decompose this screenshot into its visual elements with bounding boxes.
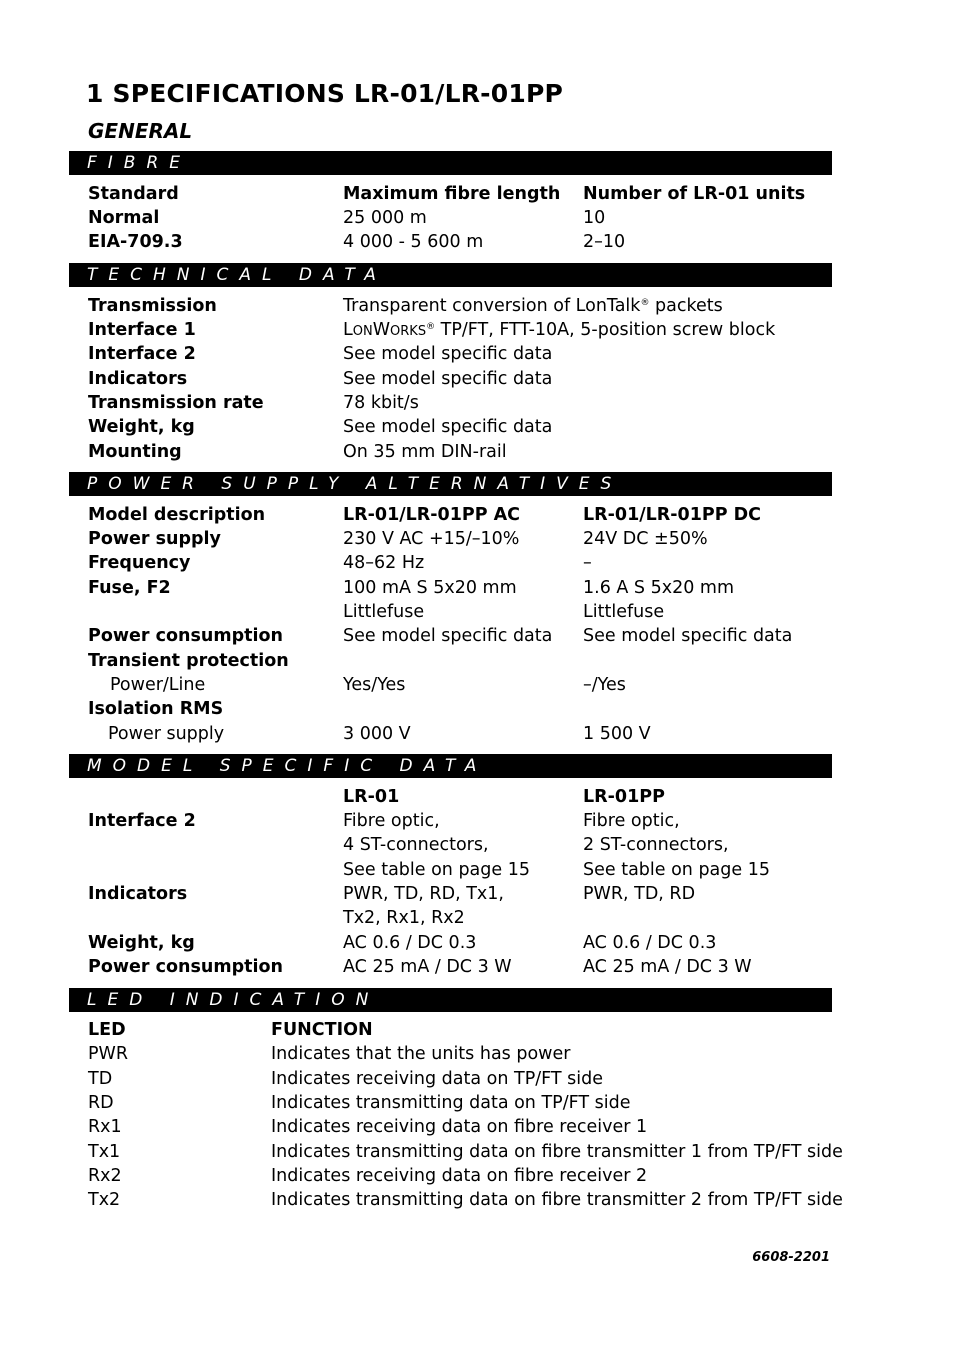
table-row <box>0 600 954 624</box>
lr01-value: Tx2, Rx1, Rx2 <box>343 908 465 928</box>
led-column-headers <box>0 1018 954 1042</box>
spec-value: See model specific data <box>343 417 553 437</box>
spec-value: On 35 mm DIN-rail <box>343 442 507 462</box>
fibre-header-standard: Standard <box>88 184 179 204</box>
table-row <box>0 624 954 648</box>
table-row <box>0 649 954 673</box>
spec-label: Mounting <box>88 442 182 462</box>
table-row <box>0 391 954 415</box>
led-function: Indicates transmitting data on TP/FT side <box>271 1093 631 1113</box>
spec-value: LONWORKS® TP/FT, FTT-10A, 5-position screw block <box>343 320 776 340</box>
fibre-units: 2–10 <box>583 232 626 252</box>
fibre-section-header: FIBRE <box>69 151 832 175</box>
led-function: Indicates receiving data on fibre receiver 1 <box>271 1117 648 1137</box>
table-row <box>0 1042 954 1066</box>
table-row <box>0 1140 954 1164</box>
table-row <box>0 833 954 857</box>
lr01-value: Fibre optic, <box>343 811 440 831</box>
led-name: TD <box>88 1069 113 1089</box>
lr01pp-value: Fibre optic, <box>583 811 680 831</box>
table-row <box>0 1188 954 1212</box>
dc-value: See model specific data <box>583 626 793 646</box>
dc-value: 24V DC ±50% <box>583 529 708 549</box>
table-row <box>0 527 954 551</box>
dc-value: Littlefuse <box>583 602 665 622</box>
dc-value: –/Yes <box>583 675 626 695</box>
led-section-header: LED INDICATION <box>69 988 832 1012</box>
spec-label: Frequency <box>88 553 191 573</box>
fibre-length: 25 000 m <box>343 208 427 228</box>
spec-sublabel: Power supply <box>108 724 225 744</box>
led-function: Indicates receiving data on TP/FT side <box>271 1069 604 1089</box>
spec-label: Transmission rate <box>88 393 264 413</box>
ac-value: 48–62 Hz <box>343 553 425 573</box>
fibre-column-headers <box>0 182 954 206</box>
spec-label: Transmission <box>88 296 217 316</box>
lr01pp-value: AC 0.6 / DC 0.3 <box>583 933 717 953</box>
table-row <box>0 367 954 391</box>
table-row <box>0 415 954 439</box>
fibre-header-units: Number of LR-01 units <box>583 184 806 204</box>
table-row <box>0 1164 954 1188</box>
led-name: RD <box>88 1093 114 1113</box>
lr01pp-value: See table on page 15 <box>583 860 770 880</box>
spec-value: See model specific data <box>343 344 553 364</box>
table-row <box>0 809 954 833</box>
table-row <box>0 576 954 600</box>
fibre-units: 10 <box>583 208 606 228</box>
ac-value: Yes/Yes <box>343 675 406 695</box>
fibre-standard: EIA-709.3 <box>88 232 183 252</box>
led-header-led: LED <box>88 1020 126 1040</box>
table-row <box>0 1115 954 1139</box>
technical-section-header: TECHNICAL DATA <box>69 263 832 287</box>
spec-label: Transient protection <box>88 651 289 671</box>
fibre-standard: Normal <box>88 208 160 228</box>
table-row <box>0 931 954 955</box>
dc-value: 1 500 V <box>583 724 651 744</box>
table-row <box>0 906 954 930</box>
spec-label: Weight, kg <box>88 417 195 437</box>
table-row <box>0 440 954 464</box>
table-row <box>0 1091 954 1115</box>
spec-label: Indicators <box>88 884 188 904</box>
spec-value: See model specific data <box>343 369 553 389</box>
lr01-value: See table on page 15 <box>343 860 530 880</box>
ac-value: 100 mA S 5x20 mm <box>343 578 517 598</box>
spec-label: Interface 1 <box>88 320 196 340</box>
spec-label: Weight, kg <box>88 933 195 953</box>
model-header-lr01pp: LR-01PP <box>583 787 665 807</box>
spec-label: Fuse, F2 <box>88 578 171 598</box>
model-header-lr01: LR-01 <box>343 787 400 807</box>
lr01-value: 4 ST-connectors, <box>343 835 489 855</box>
lr01-value: AC 25 mA / DC 3 W <box>343 957 512 977</box>
spec-value: Transparent conversion of LonTalk® packets <box>343 296 723 316</box>
table-row <box>0 294 954 318</box>
spec-label: Interface 2 <box>88 811 196 831</box>
led-header-function: FUNCTION <box>271 1020 373 1040</box>
dc-value: – <box>583 553 592 573</box>
led-name: Tx1 <box>88 1142 121 1162</box>
spec-label: Power consumption <box>88 957 283 977</box>
spec-label: Power supply <box>88 529 221 549</box>
model-column-headers <box>0 785 954 809</box>
lr01-value: PWR, TD, RD, Tx1, <box>343 884 504 904</box>
dc-value: 1.6 A S 5x20 mm <box>583 578 735 598</box>
section-subtitle: GENERAL <box>88 119 193 143</box>
table-row <box>0 318 954 342</box>
led-function: Indicates receiving data on fibre receiver 2 <box>271 1166 648 1186</box>
led-function: Indicates that the units has power <box>271 1044 571 1064</box>
table-row <box>0 1067 954 1091</box>
lr01pp-value: PWR, TD, RD <box>583 884 696 904</box>
ac-value: See model specific data <box>343 626 553 646</box>
table-row <box>0 342 954 366</box>
lr01pp-value: AC 25 mA / DC 3 W <box>583 957 752 977</box>
table-row <box>0 673 954 697</box>
led-name: Rx2 <box>88 1166 122 1186</box>
power-header-model: Model description <box>88 505 266 525</box>
fibre-length: 4 000 - 5 600 m <box>343 232 484 252</box>
power-section-header: POWER SUPPLY ALTERNATIVES <box>69 472 832 496</box>
document-number: 6608-2201 <box>752 1250 830 1265</box>
table-row <box>0 206 954 230</box>
fibre-header-length: Maximum fibre length <box>343 184 561 204</box>
power-header-dc: LR-01/LR-01PP DC <box>583 505 761 525</box>
power-column-headers <box>0 503 954 527</box>
lr01pp-value: 2 ST-connectors, <box>583 835 729 855</box>
spec-label: Power consumption <box>88 626 283 646</box>
spec-label: Indicators <box>88 369 188 389</box>
led-name: Rx1 <box>88 1117 122 1137</box>
table-row <box>0 955 954 979</box>
spec-value: 78 kbit/s <box>343 393 419 413</box>
led-name: Tx2 <box>88 1190 121 1210</box>
power-header-ac: LR-01/LR-01PP AC <box>343 505 521 525</box>
spec-label: Isolation RMS <box>88 699 224 719</box>
table-row <box>0 230 954 254</box>
table-row <box>0 697 954 721</box>
table-row <box>0 722 954 746</box>
led-function: Indicates transmitting data on fibre transmitter 1 from TP/FT side <box>271 1142 843 1162</box>
ac-value: 230 V AC +15/–10% <box>343 529 520 549</box>
ac-value: Littlefuse <box>343 602 425 622</box>
led-function: Indicates transmitting data on fibre transmitter 2 from TP/FT side <box>271 1190 843 1210</box>
ac-value: 3 000 V <box>343 724 411 744</box>
model-section-header: MODEL SPECIFIC DATA <box>69 754 832 778</box>
table-row <box>0 858 954 882</box>
led-name: PWR <box>88 1044 129 1064</box>
spec-sublabel: Power/Line <box>110 675 206 695</box>
page-title: 1 SPECIFICATIONS LR-01/LR-01PP <box>86 79 563 108</box>
spec-label: Interface 2 <box>88 344 196 364</box>
table-row <box>0 551 954 575</box>
lr01-value: AC 0.6 / DC 0.3 <box>343 933 477 953</box>
table-row <box>0 882 954 906</box>
